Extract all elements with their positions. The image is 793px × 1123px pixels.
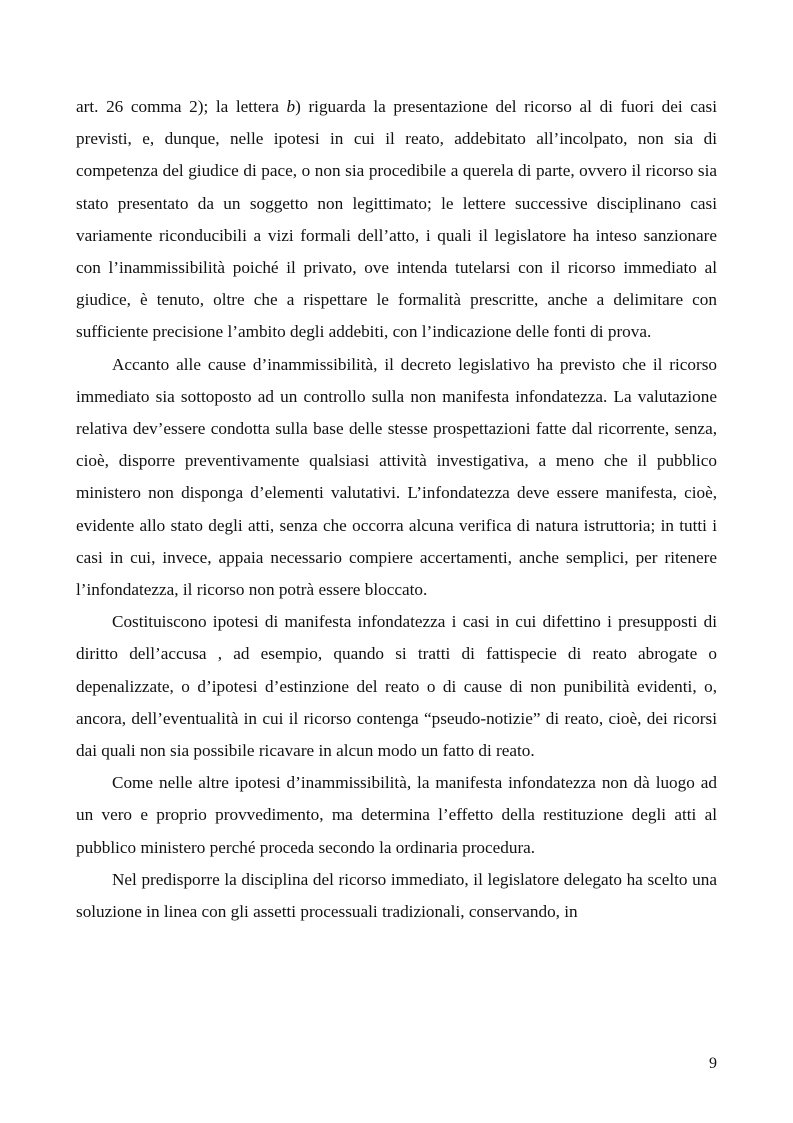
paragraph-1-text-a: art. 26 comma 2); la lettera	[76, 97, 287, 116]
paragraph-4	[76, 767, 717, 864]
paragraph-1-text-b: ) riguarda la presentazione del ricorso al di fuori dei casi previsti, e, dunque, nelle ipotesi in cui il reato, addebitato all’incolpato, non sia di competenza del giudice di pace, o non sia procedibile a querela di parte, ovvero il ricorso sia stato presentato da un soggetto non legittimato; le lettere successive disciplinano casi variamente riconducibili a vizi formali dell’atto, i quali il legislatore ha inteso sanzionare con l’inammissibilità poiché il privato, ove intenda tutelarsi con il ricorso immediato al giudice, è tenuto, oltre che a rispettare le formalità prescritte, anche a delimitare con sufficiente precisione l’ambito degli addebiti, con l’indicazione delle fonti di prova.	[76, 97, 717, 342]
paragraph-1	[76, 91, 717, 349]
paragraph-2	[76, 349, 717, 607]
paragraph-4-text: Come nelle altre ipotesi d’inammissibilità, la manifesta infondatezza non dà luogo ad un vero e proprio provvedimento, ma determina l’effetto della restituzione degli atti al pubblico ministero perché proceda secondo la ordinaria procedura.	[76, 773, 717, 857]
document-body	[76, 91, 717, 928]
paragraph-1-letter-b: b	[286, 97, 296, 116]
paragraph-2-text: Accanto alle cause d’inammissibilità, il decreto legislativo ha previsto che il ricorso immediato sia sottoposto ad un controllo sulla non manifesta infondatezza. La valutazione relativa dev’essere condotta sulla base delle stesse prospettazioni fatte dal ricorrente, senza, cioè, disporre preventivamente qualsiasi attività investigativa, a meno che il pubblico ministero non disponga d’elementi valutativi. L’infondatezza deve essere manifesta, cioè, evidente allo stato degli atti, senza che occorra alcuna verifica di natura istruttoria; in tutti i casi in cui, invece, appaia necessario compiere accertamenti, anche semplici, per ritenere l’infondatezza, il ricorso non potrà essere bloccato.	[76, 354, 717, 600]
paragraph-3-text: Costituiscono ipotesi di manifesta infondatezza i casi in cui difettino i presupposti di diritto dell’accusa , ad esempio, quando si tratti di fattispecie di reato abrogate o depenalizzate, o d’ipotesi d’estinzione del reato o di cause di non punibilità evidenti, o, ancora, dell’eventualità in cui il ricorso contenga “pseudo-notizie” di reato, cioè, dei ricorsi dai quali non sia possibile ricavare in alcun modo un fatto di reato.	[76, 612, 717, 761]
paragraph-3	[76, 606, 717, 767]
paragraph-5-text: Nel predisporre la disciplina del ricorso immediato, il legislatore delegato ha scelto una soluzione in linea con gli assetti processuali tradizionali, conservando, in	[76, 869, 717, 922]
paragraph-5	[76, 864, 717, 928]
page-number: 9	[709, 1055, 717, 1072]
